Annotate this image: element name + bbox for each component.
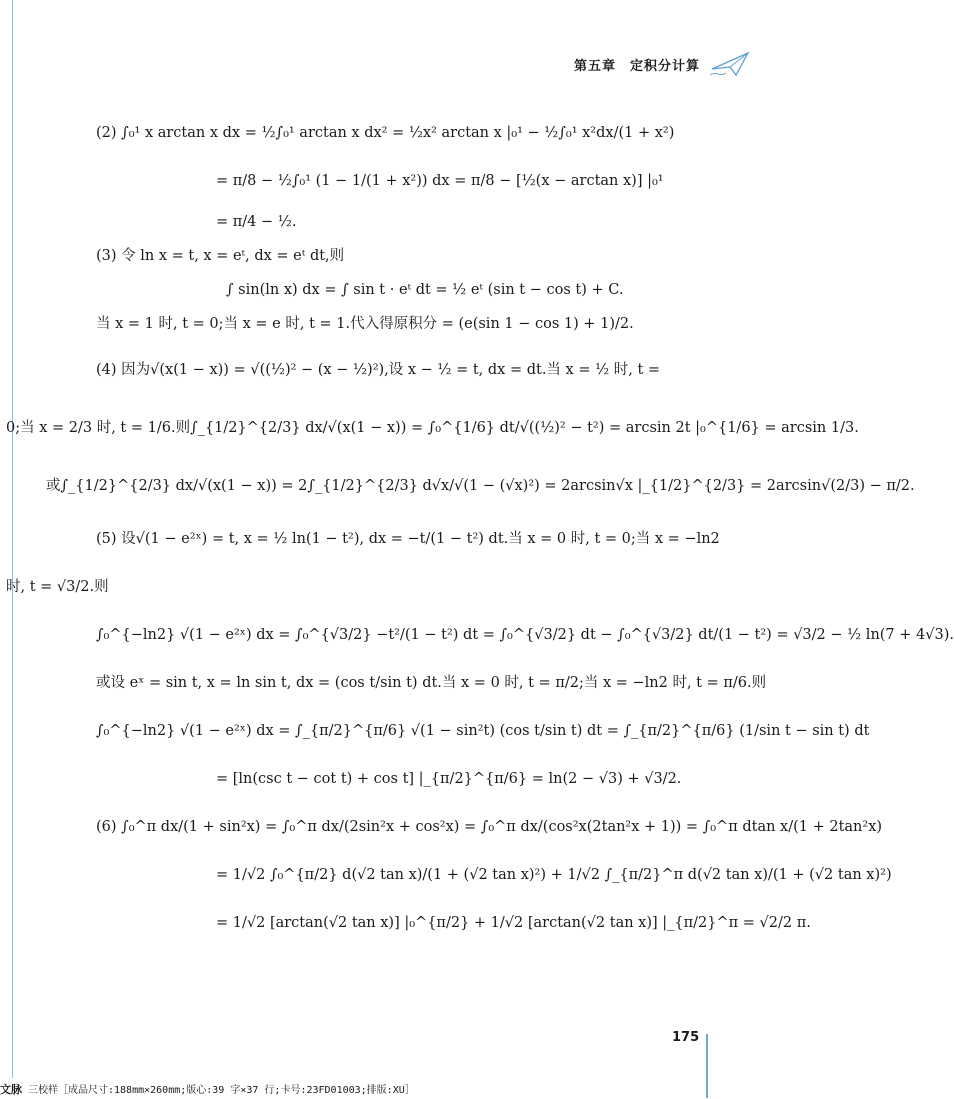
formula-line: (6) ∫₀^π dx/(1 + sin²x) = ∫₀^π dx/(2sin²x + cos²x) = ∫₀^π dx/(cos²x(2tan²x + 1)) = ∫₀^π dtan x/(1 + 2tan²x) <box>96 819 883 836</box>
formula-line: = 1/√2 [arctan(√2 tan x)] |₀^{π/2} + 1/√2 [arctan(√2 tan x)] |_{π/2}^π = √2/2 π. <box>216 915 811 932</box>
chapter-title: 第五章 定积分计算 <box>573 58 700 74</box>
formula-line: 0;当 x = 2/3 时, t = 1/6.则∫_{1/2}^{2/3} dx/√(x(1 − x)) = ∫₀^{1/6} dt/√((½)² − t²) = arcsin 2t |₀^{1/6} = arcsin 1/3. <box>6 420 859 437</box>
formula-line: ∫ sin(ln x) dx = ∫ sin t · eᵗ dt = ½ eᵗ (sin t − cos t) + C. <box>226 282 624 299</box>
paper-plane-icon <box>708 49 752 79</box>
footer-print-info: 三校样［成品尺寸:188mm×260mm;版心:39 字×37 行;卡号:23FD01003;排版:XU］ <box>28 1085 415 1096</box>
formula-line: 时, t = √3/2.则 <box>6 579 109 596</box>
footer-brand: 文脉 <box>0 1083 22 1096</box>
formula-line: = [ln(csc t − cot t) + cos t] |_{π/2}^{π/6} = ln(2 − √3) + √3/2. <box>216 771 682 788</box>
formula-line: 或∫_{1/2}^{2/3} dx/√(x(1 − x)) = 2∫_{1/2}^{2/3} d√x/√(1 − (√x)²) = 2arcsin√x |_{1/2}^{2/3} = 2arcsin√(2/3) − π/2. <box>46 478 915 495</box>
formula-line: (5) 设√(1 − e²ˣ) = t, x = ½ ln(1 − t²), dx = −t/(1 − t²) dt.当 x = 0 时, t = 0;当 x = −ln2 <box>96 531 720 548</box>
formula-line: (3) 令 ln x = t, x = eᵗ, dx = eᵗ dt,则 <box>96 248 345 265</box>
left-frame-rule <box>12 0 13 1078</box>
page-number: 175 <box>672 1030 700 1045</box>
formula-line: (4) 因为√(x(1 − x)) = √((½)² − (x − ½)²),设 x − ½ = t, dx = dt.当 x = ½ 时, t = <box>96 362 661 379</box>
formula-line: (2) ∫₀¹ x arctan x dx = ½∫₀¹ arctan x dx² = ½x² arctan x |₀¹ − ½∫₀¹ x²dx/(1 + x²) <box>96 125 675 142</box>
solution-text <box>6 110 954 948</box>
formula-line: ∫₀^{−ln2} √(1 − e²ˣ) dx = ∫₀^{√3/2} −t²/(1 − t²) dt = ∫₀^{√3/2} dt − ∫₀^{√3/2} dt/(1 − t²) = √3/2 − ½ ln(7 + 4√3). <box>96 627 954 644</box>
formula-line: = π/4 − ½. <box>216 214 297 231</box>
formula-line: 当 x = 1 时, t = 0;当 x = e 时, t = 1.代入得原积分 = (e(sin 1 − cos 1) + 1)/2. <box>96 316 634 333</box>
page-header <box>574 52 752 76</box>
formula-line: 或设 eˣ = sin t, x = ln sin t, dx = (cos t/sin t) dt.当 x = 0 时, t = π/2;当 x = −ln2 时, t = π/6.则 <box>96 675 767 692</box>
formula-line: ∫₀^{−ln2} √(1 − e²ˣ) dx = ∫_{π/2}^{π/6} √(1 − sin²t) (cos t/sin t) dt = ∫_{π/2}^{π/6} (1/sin t − sin t) dt <box>96 723 870 740</box>
formula-line: = π/8 − ½∫₀¹ (1 − 1/(1 + x²)) dx = π/8 − [½(x − arctan x)] |₀¹ <box>216 173 664 190</box>
formula-line: = 1/√2 ∫₀^{π/2} d(√2 tan x)/(1 + (√2 tan x)²) + 1/√2 ∫_{π/2}^π d(√2 tan x)/(1 + (√2 tan x)²) <box>216 867 892 884</box>
footer <box>0 1082 800 1098</box>
